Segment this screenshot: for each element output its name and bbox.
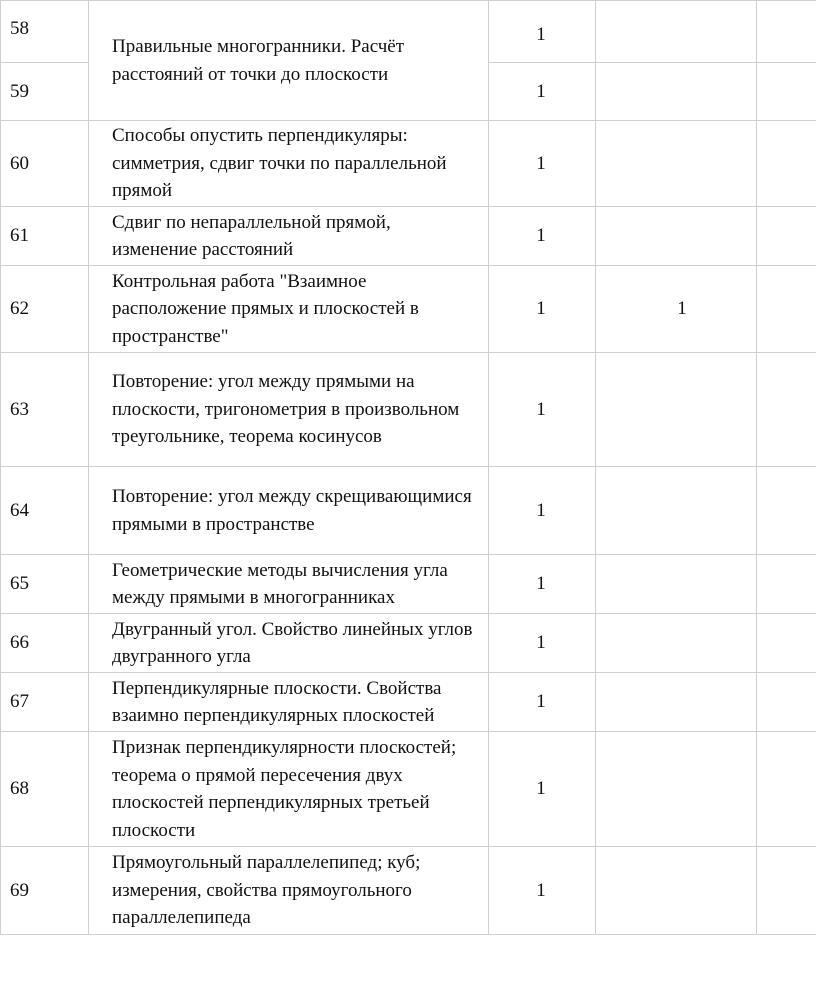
table-row: [1, 614, 816, 673]
control-work-cell: [596, 353, 757, 467]
lesson-number: 67: [1, 673, 89, 732]
lesson-hours: 1: [489, 614, 596, 673]
notes-cell: [757, 732, 816, 847]
table-row: [1, 673, 816, 732]
lesson-topic: Контрольная работа "Взаимное расположение прямых и плоскостей в пространстве": [89, 266, 489, 353]
notes-cell: [757, 614, 816, 673]
notes-cell: [757, 847, 816, 935]
lesson-topic: Повторение: угол между прямыми на плоскости, тригонометрия в произвольном треугольнике, теорема косинусов: [89, 353, 489, 467]
lesson-hours: 1: [489, 266, 596, 353]
lesson-number: 68: [1, 732, 89, 847]
notes-cell: [757, 121, 816, 207]
lesson-hours: 1: [489, 353, 596, 467]
lesson-number: 63: [1, 353, 89, 467]
table-row: [1, 1, 816, 63]
table-row: [1, 266, 816, 353]
lesson-topic: Двугранный угол. Свойство линейных углов двугранного угла: [89, 614, 489, 673]
lesson-topic: Прямоугольный параллелепипед; куб; измерения, свойства прямоугольного параллелепипеда: [89, 847, 489, 935]
table-row: [1, 467, 816, 555]
control-work-cell: [596, 847, 757, 935]
lesson-hours: 1: [489, 555, 596, 614]
lesson-number: 61: [1, 207, 89, 266]
control-work-cell: [596, 121, 757, 207]
lesson-hours: 1: [489, 847, 596, 935]
table-row: [1, 732, 816, 847]
lesson-number: 69: [1, 847, 89, 935]
lesson-topic: Сдвиг по непараллельной прямой, изменение расстояний: [89, 207, 489, 266]
notes-cell: [757, 63, 816, 121]
control-work-cell: [596, 555, 757, 614]
table-row: [1, 353, 816, 467]
control-work-cell: [596, 673, 757, 732]
table-row: [1, 847, 816, 935]
control-work-cell: 1: [596, 266, 757, 353]
lesson-number: 64: [1, 467, 89, 555]
notes-cell: [757, 467, 816, 555]
control-work-cell: [596, 732, 757, 847]
lesson-topic: Правильные многогранники. Расчёт расстояний от точки до плоскости: [89, 1, 489, 121]
notes-cell: [757, 673, 816, 732]
lesson-hours: 1: [489, 121, 596, 207]
lesson-number: 65: [1, 555, 89, 614]
lesson-number: 66: [1, 614, 89, 673]
lesson-number: 60: [1, 121, 89, 207]
lesson-hours: 1: [489, 673, 596, 732]
lesson-hours: 1: [489, 1, 596, 63]
lesson-topic: Геометрические методы вычисления угла между прямыми в многогранниках: [89, 555, 489, 614]
notes-cell: [757, 1, 816, 63]
notes-cell: [757, 555, 816, 614]
lesson-number: 58: [1, 1, 89, 63]
lesson-hours: 1: [489, 732, 596, 847]
notes-cell: [757, 266, 816, 353]
control-work-cell: [596, 207, 757, 266]
notes-cell: [757, 207, 816, 266]
table-row: [1, 555, 816, 614]
control-work-cell: [596, 1, 757, 63]
lesson-hours: 1: [489, 467, 596, 555]
table-row: [1, 121, 816, 207]
table-row: [1, 207, 816, 266]
lesson-hours: 1: [489, 63, 596, 121]
lesson-hours: 1: [489, 207, 596, 266]
lesson-topic: Признак перпендикулярности плоскостей; теорема о прямой пересечения двух плоскостей перпендикулярных третьей плоскости: [89, 732, 489, 847]
notes-cell: [757, 353, 816, 467]
lesson-number: 59: [1, 63, 89, 121]
lesson-topic: Способы опустить перпендикуляры: симметрия, сдвиг точки по параллельной прямой: [89, 121, 489, 207]
lesson-topic: Повторение: угол между скрещивающимися прямыми в пространстве: [89, 467, 489, 555]
control-work-cell: [596, 467, 757, 555]
control-work-cell: [596, 614, 757, 673]
control-work-cell: [596, 63, 757, 121]
lesson-number: 62: [1, 266, 89, 353]
lesson-topic: Перпендикулярные плоскости. Свойства взаимно перпендикулярных плоскостей: [89, 673, 489, 732]
